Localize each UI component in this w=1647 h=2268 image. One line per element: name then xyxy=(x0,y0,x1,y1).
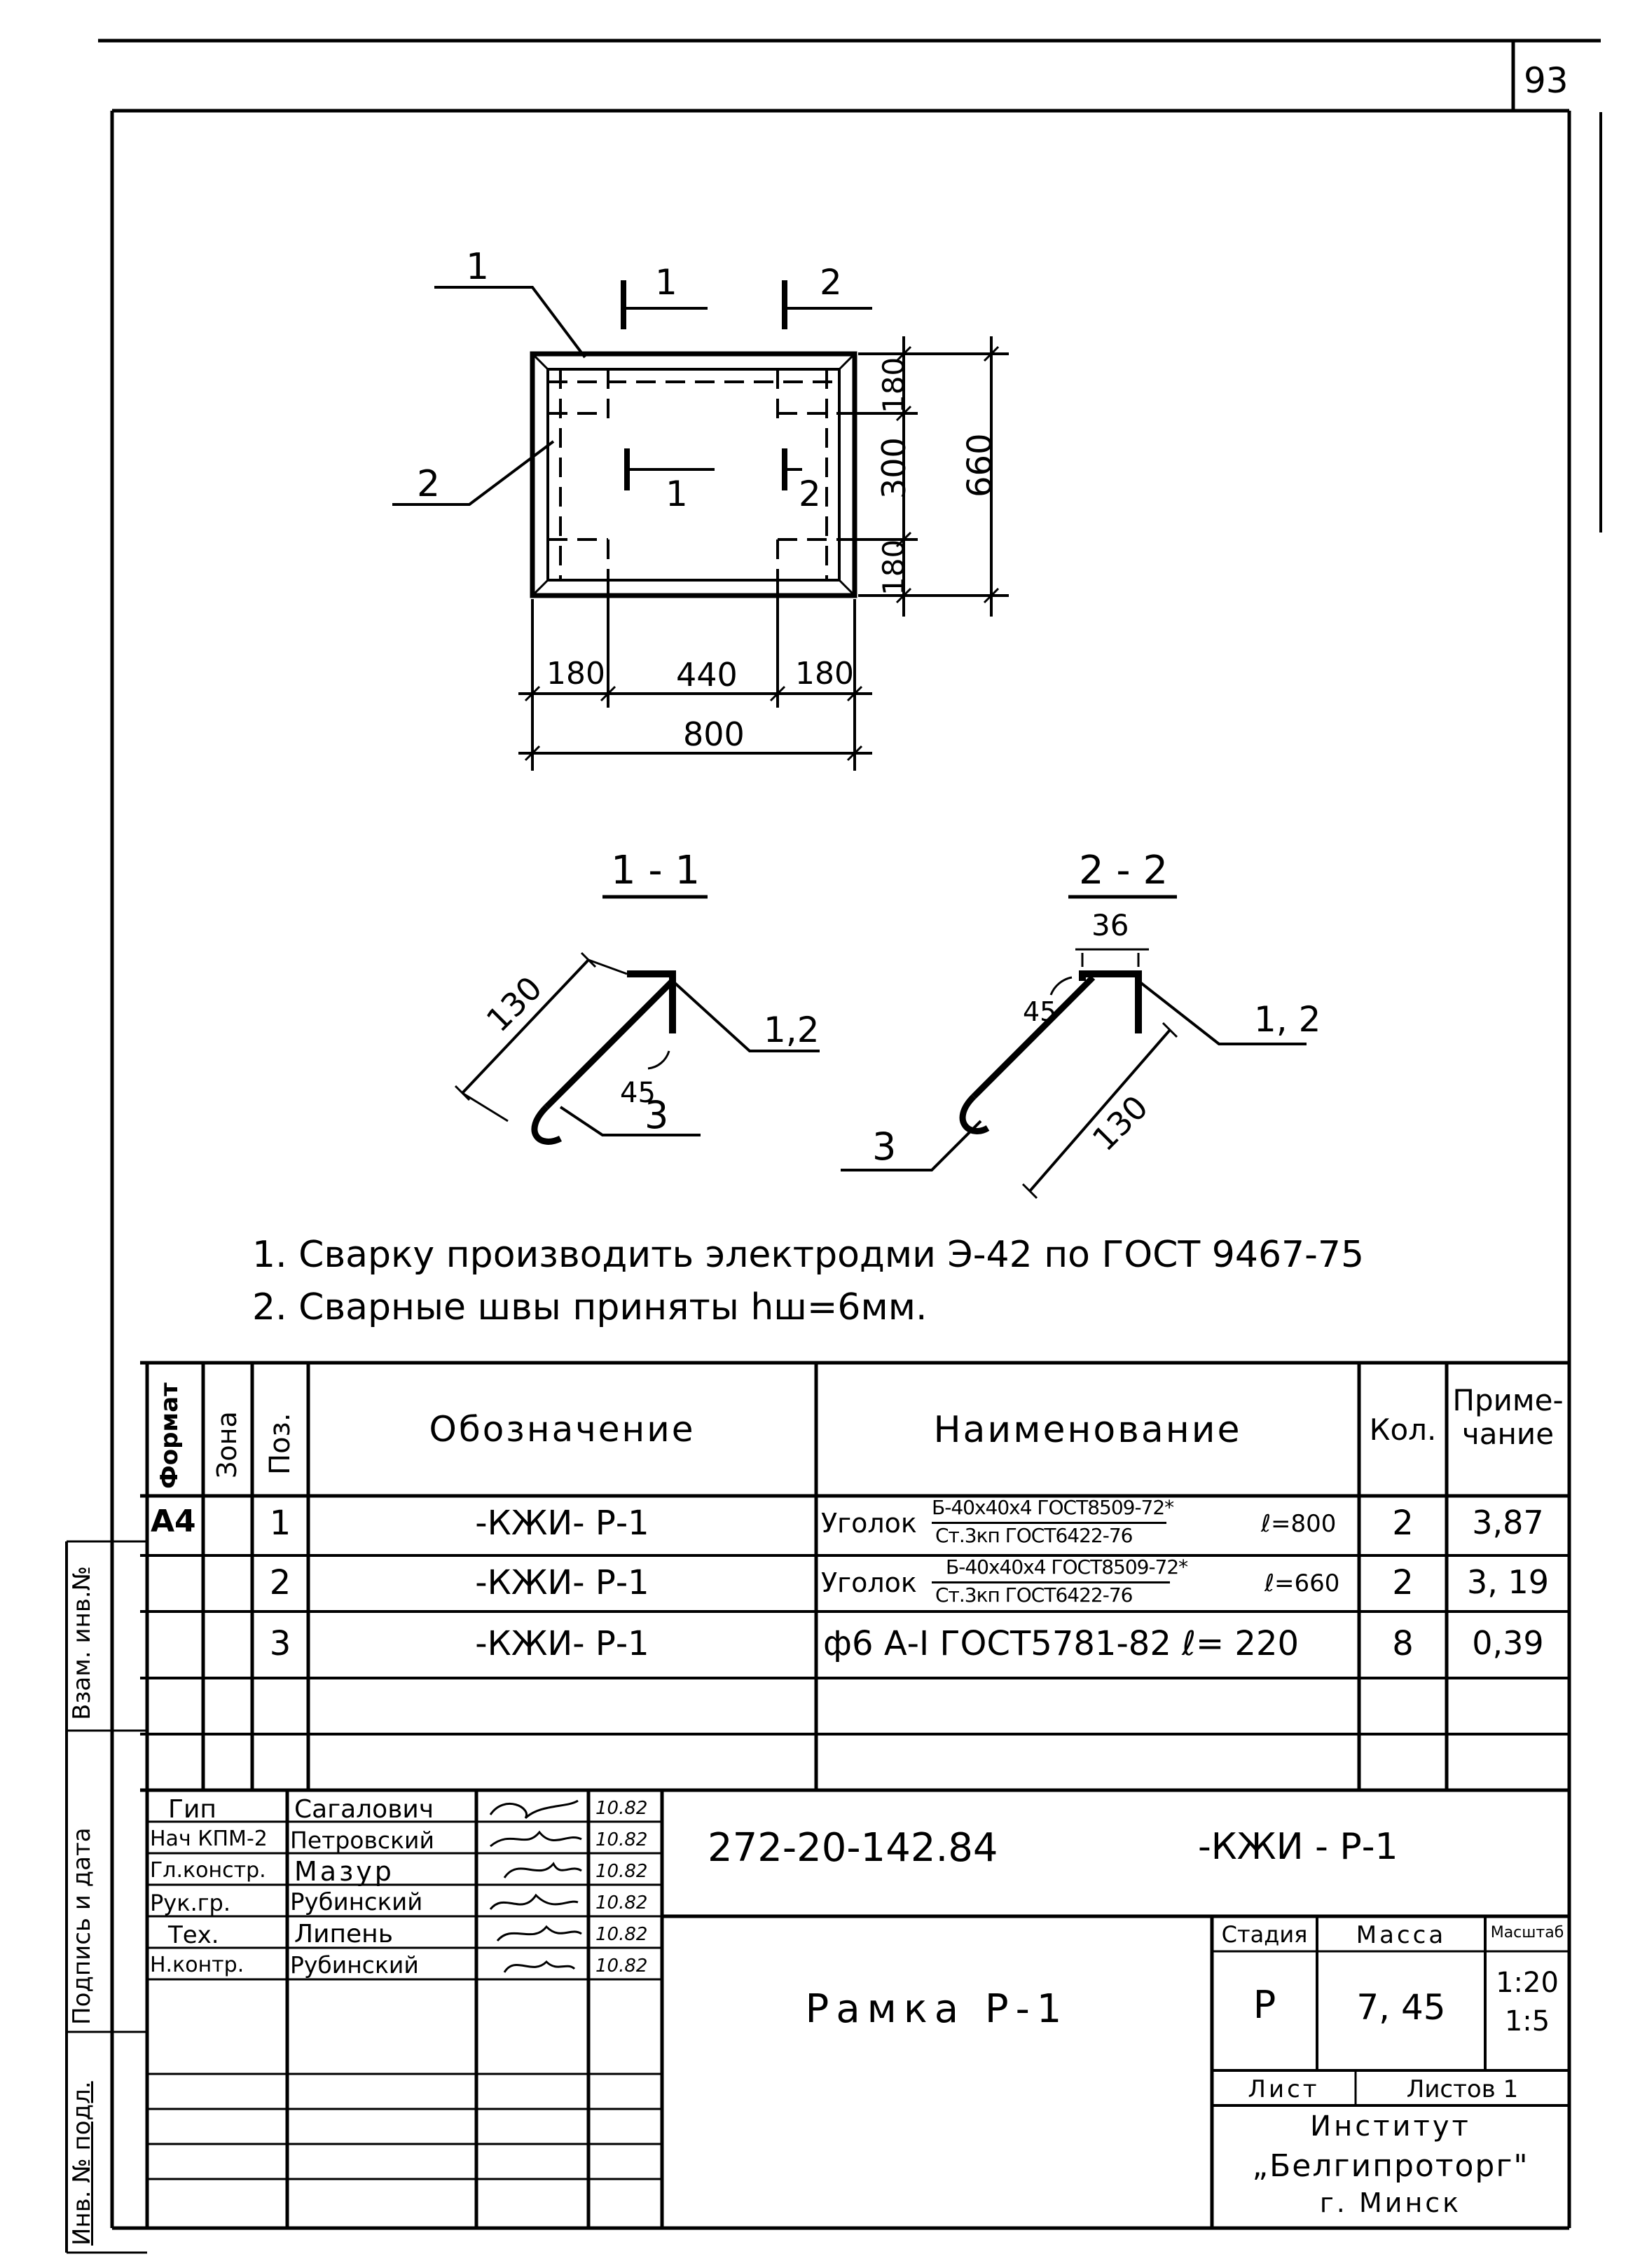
spec-header-pos: Поз. xyxy=(264,1413,296,1475)
dim-bottom-total: 800 xyxy=(683,715,745,753)
signatory-date: 10.82 xyxy=(595,1956,648,1977)
section-1-1-title: 1 - 1 xyxy=(611,848,701,893)
spec-cell-note: 3, 19 xyxy=(1466,1563,1550,1601)
signatory-name: Мазур xyxy=(294,1856,394,1887)
section-2-2-length: 130 xyxy=(1084,1087,1156,1159)
section-2-2-title: 2 - 2 xyxy=(1079,848,1169,893)
section-1-1-bar: 3 xyxy=(645,1093,669,1137)
section-1-1-pos: 1,2 xyxy=(764,1010,820,1050)
section-1-1-length: 130 xyxy=(478,968,550,1040)
spec-header-designation: Обозначение xyxy=(429,1409,696,1450)
org-line-3: г. Минск xyxy=(1319,2187,1462,2218)
spec-cell-name-bottom: Ст.3кп ГОСТ6422-76 xyxy=(935,1524,1133,1547)
spec-cell-name-prefix: Уголок xyxy=(821,1567,917,1598)
stamp-inv-original: Инв. № подл. xyxy=(68,2081,96,2246)
signatory-role: Н.контр. xyxy=(150,1953,244,1977)
spec-cell-designation: -КЖИ- Р-1 xyxy=(475,1563,649,1602)
stamp-signature-date: Подпись и дата xyxy=(68,1827,96,2025)
scale-label: Масштаб xyxy=(1490,1924,1564,1941)
scale-value-1: 1:20 xyxy=(1496,1967,1559,1999)
scale-value-2: 1:5 xyxy=(1504,2005,1550,2037)
stamp-replaced-inv: Взам. инв.№ xyxy=(68,1565,96,1720)
spec-cell-qty: 8 xyxy=(1392,1624,1414,1663)
signatory-name: Сагалович xyxy=(294,1795,434,1824)
section-2-2-pos: 1, 2 xyxy=(1254,999,1321,1040)
stage-label: Стадия xyxy=(1221,1921,1308,1948)
section-2-2-width: 36 xyxy=(1091,908,1129,942)
sheet-number: 93 xyxy=(1524,60,1569,101)
signatory-role: Рук.гр. xyxy=(150,1890,231,1916)
doc-suffix: -КЖИ - Р-1 xyxy=(1198,1826,1398,1868)
spec-cell-designation: -КЖИ- Р-1 xyxy=(475,1504,649,1543)
spec-header-format: Формат xyxy=(156,1382,184,1489)
plan-pos-label-left: 2 xyxy=(417,463,441,505)
signatory-name: Рубинский xyxy=(290,1951,419,1979)
dim-right-top: 180 xyxy=(876,357,911,413)
signatory-date: 10.82 xyxy=(595,1892,648,1913)
section-2-2-angle: 45 xyxy=(1023,996,1057,1027)
signatory-date: 10.82 xyxy=(595,1829,648,1850)
spec-cell-name-top: Б-40x40x4 ГОСТ8509-72* xyxy=(932,1496,1174,1519)
spec-header-note: Приме-чание xyxy=(1452,1383,1564,1452)
spec-cell-qty: 2 xyxy=(1392,1563,1414,1602)
signatory-date: 10.82 xyxy=(595,1861,648,1882)
dim-bottom-mid: 440 xyxy=(676,656,738,694)
spec-cell-note: 3,87 xyxy=(1472,1504,1544,1541)
dim-bottom-right: 180 xyxy=(795,656,854,692)
section-1-1-angle: 45 xyxy=(620,1077,656,1109)
spec-cell-pos: 3 xyxy=(269,1624,291,1663)
doc-code: 272-20-142.84 xyxy=(708,1825,998,1871)
org-line-1: Институт xyxy=(1310,2110,1471,2143)
mass-value: 7, 45 xyxy=(1356,1987,1446,2028)
signatory-role: Тех. xyxy=(168,1921,219,1949)
section-mark-2-mid: 2 xyxy=(799,474,821,514)
spec-cell-name-suffix: ℓ=660 xyxy=(1264,1569,1340,1597)
sheets-label: Листов 1 xyxy=(1406,2075,1519,2103)
dim-bottom-left: 180 xyxy=(546,656,605,692)
section-mark-2-top: 2 xyxy=(820,262,842,303)
org-line-2: „Белгипроторг" xyxy=(1252,2148,1529,2184)
signatures xyxy=(490,1801,581,1972)
spec-cell-name-prefix: Уголок xyxy=(821,1508,917,1539)
spec-cell-name-suffix: ℓ=800 xyxy=(1261,1510,1337,1538)
spec-cell-designation: -КЖИ- Р-1 xyxy=(475,1624,649,1663)
spec-header-qty: Кол. xyxy=(1369,1413,1437,1447)
section-mark-1-top: 1 xyxy=(655,262,677,303)
spec-cell-qty: 2 xyxy=(1392,1504,1414,1543)
spec-cell-format: А4 xyxy=(151,1504,196,1539)
plan-pos-label-top: 1 xyxy=(466,246,490,288)
signatory-name: Петровский xyxy=(290,1827,434,1854)
note-1: 1. Сварку производить электродми Э-42 по ГОСТ 9467-75 xyxy=(252,1234,1365,1276)
dim-right-total: 660 xyxy=(960,433,1000,497)
spec-cell-name-bottom: Ст.3кп ГОСТ6422-76 xyxy=(935,1583,1133,1607)
spec-cell-pos: 1 xyxy=(269,1504,291,1543)
dim-right-mid: 300 xyxy=(875,437,913,499)
signatory-date: 10.82 xyxy=(595,1798,648,1819)
note-2: 2. Сварные швы приняты hш=6мм. xyxy=(252,1286,928,1328)
signatory-role: Гл.констр. xyxy=(150,1858,266,1883)
spec-cell-name-top: Б-40x40x4 ГОСТ8509-72* xyxy=(946,1555,1188,1579)
spec-header-name: Наименование xyxy=(933,1409,1242,1451)
signatory-name: Липень xyxy=(294,1920,393,1949)
drawing-title: Рамка Р-1 xyxy=(805,1986,1069,2032)
signatory-name: Рубинский xyxy=(290,1888,423,1916)
spec-header-zone: Зона xyxy=(212,1411,242,1478)
spec-cell-note: 0,39 xyxy=(1472,1624,1544,1662)
sheet-label: Лист xyxy=(1248,2075,1320,2103)
section-mark-1-mid: 1 xyxy=(666,474,688,514)
section-2-2-bar: 3 xyxy=(872,1125,897,1169)
signatory-role: Гип xyxy=(168,1795,216,1824)
mass-label: Масса xyxy=(1356,1921,1447,1949)
dim-right-bottom: 180 xyxy=(876,539,911,596)
spec-cell-name-suffix: ф6 А-I ГОСТ5781-82 ℓ= 220 xyxy=(823,1624,1300,1663)
spec-cell-pos: 2 xyxy=(269,1563,291,1602)
signatory-date: 10.82 xyxy=(595,1924,648,1945)
stage-value: Р xyxy=(1253,1983,1276,2027)
signatory-role: Нач КПМ-2 xyxy=(150,1827,268,1851)
